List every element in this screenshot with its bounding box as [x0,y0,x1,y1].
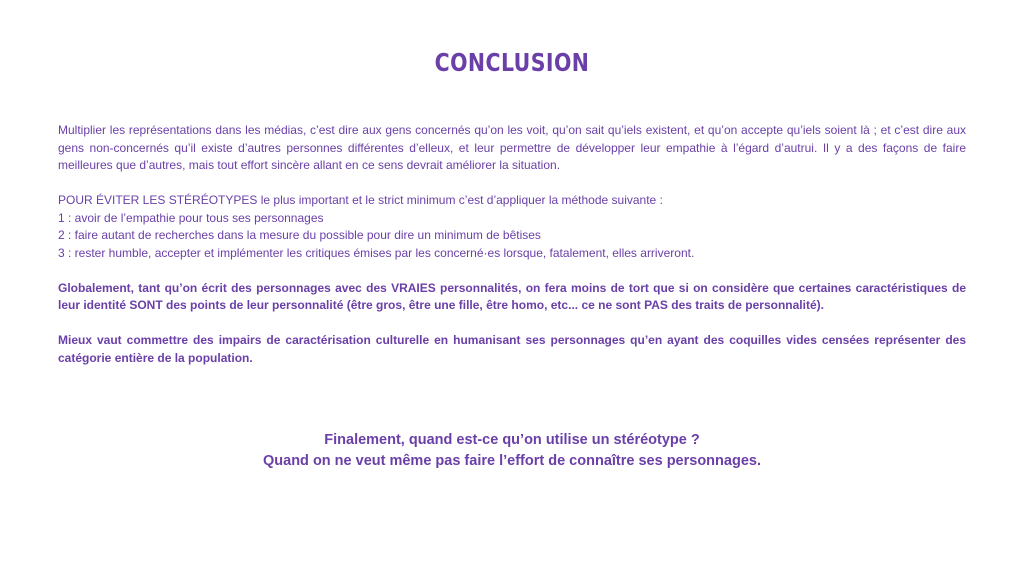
bold-paragraph-humanize: Mieux vaut commettre des impairs de caractérisation culturelle en humanisant ses personnages qu’en ayant des coquilles vides censées représenter des catégorie entière de la population. [58,333,966,365]
closing-block [0,430,1024,472]
closing-answer: Quand on ne veut même pas faire l’effort de connaître ses personnages. [263,453,761,469]
closing-question: Finalement, quand est-ce qu’on utilise un stéréotype ? [324,432,700,448]
slide-body [58,122,966,367]
spacer [58,262,966,280]
method-step-2: 2 : faire autant de recherches dans la mesure du possible pour dire un minimum de bêtises [58,228,541,242]
method-intro: POUR ÉVITER LES STÉRÉOTYPES le plus important et le strict minimum c’est d’appliquer la méthode suivante : [58,193,663,207]
bold-paragraph-personalities: Globalement, tant qu’on écrit des personnages avec des VRAIES personnalités, on fera moins de tort que si on considère que certaines caractéristiques de leur identité SONT des points de leur personnalité (être gros, être une fille, être homo, etc... ce ne sont PAS des traits de personnalité). [58,280,966,312]
spacer [58,175,966,193]
slide-title: CONCLUSION [434,48,590,77]
spacer [58,315,966,333]
method-step-1: 1 : avoir de l’empathie pour tous ses personnages [58,210,324,225]
method-step-3: 3 : rester humble, accepter et implémenter les critiques émises par les concerné·es lorsque, fatalement, elles arriveront. [58,245,695,260]
intro-paragraph: Multiplier les représentations dans les médias, c’est dire aux gens concernés qu’on les voit, qu’on sait qu’iels existent, et qu’on accepte qu’iels soient là ; et c’est dire aux gens non-concernés qu’il existe d’autres personnes différentes d’elleux, et leur permettre de développer leur empathie à l’égard d’autrui. Il y a des façons de faire meilleures que d’autres, mais tout effort sincère allant en ce sens devrait améliorer la situation. [58,123,966,172]
